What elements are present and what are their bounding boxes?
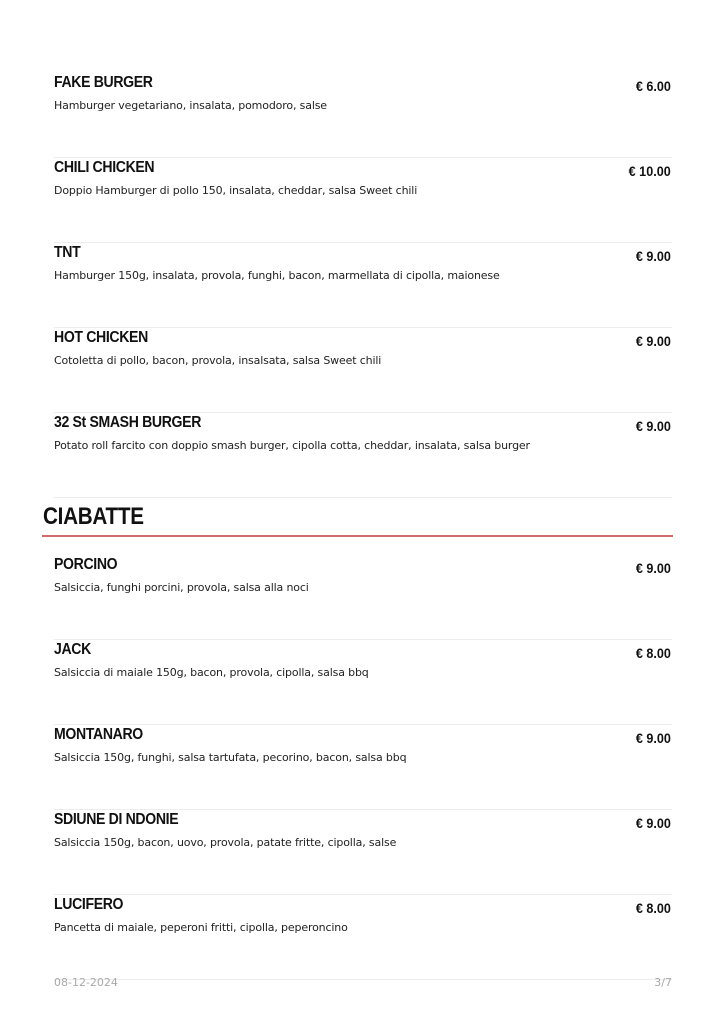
- item-price: € 6.00: [635, 78, 671, 94]
- menu-item: [54, 328, 672, 413]
- item-price: € 9.00: [635, 418, 671, 434]
- item-name: HOT CHICKEN: [54, 329, 148, 346]
- item-name: MONTANARO: [54, 726, 143, 743]
- menu-item: [54, 640, 672, 725]
- item-price: € 8.00: [635, 900, 671, 916]
- item-name: FAKE BURGER: [54, 74, 153, 91]
- menu-item: [54, 895, 672, 980]
- menu-item: [54, 158, 672, 243]
- item-description: Potato roll farcito con doppio smash burger, cipolla cotta, cheddar, insalata, salsa burger: [54, 439, 530, 452]
- menu-item: [54, 555, 672, 640]
- item-price: € 10.00: [628, 163, 671, 179]
- page-number: 3/7: [654, 976, 672, 989]
- item-name: SDIUNE DI NDONIE: [54, 811, 179, 828]
- item-name: CHILI CHICKEN: [54, 159, 155, 176]
- item-description: Salsiccia di maiale 150g, bacon, provola, cipolla, salsa bbq: [54, 666, 369, 679]
- menu-item: [54, 243, 672, 328]
- item-price: € 9.00: [635, 333, 671, 349]
- item-description: Pancetta di maiale, peperoni fritti, cipolla, peperoncino: [54, 921, 348, 934]
- item-price: € 9.00: [635, 248, 671, 264]
- section-title-ciabatte: CIABATTE: [43, 503, 144, 530]
- item-name: TNT: [54, 244, 81, 261]
- item-description: Salsiccia 150g, bacon, uovo, provola, patate fritte, cipolla, salse: [54, 836, 397, 849]
- item-price: € 9.00: [635, 730, 671, 746]
- item-description: Salsiccia 150g, funghi, salsa tartufata, pecorino, bacon, salsa bbq: [54, 751, 407, 764]
- item-name: PORCINO: [54, 556, 118, 573]
- item-price: € 8.00: [635, 645, 671, 661]
- item-description: Hamburger 150g, insalata, provola, funghi, bacon, marmellata di cipolla, maionese: [54, 269, 500, 282]
- item-price: € 9.00: [635, 560, 671, 576]
- menu-item: [54, 73, 672, 158]
- menu-item: [54, 810, 672, 895]
- footer-date: 08-12-2024: [54, 976, 118, 989]
- item-name: JACK: [54, 641, 91, 658]
- item-price: € 9.00: [635, 815, 671, 831]
- section-divider: [42, 535, 673, 537]
- item-description: Salsiccia, funghi porcini, provola, salsa alla noci: [54, 581, 309, 594]
- menu-item: [54, 725, 672, 810]
- item-description: Cotoletta di pollo, bacon, provola, insalsata, salsa Sweet chili: [54, 354, 382, 367]
- item-description: Doppio Hamburger di pollo 150, insalata, cheddar, salsa Sweet chili: [54, 184, 418, 197]
- item-description: Hamburger vegetariano, insalata, pomodoro, salse: [54, 99, 327, 112]
- item-name: 32 St SMASH BURGER: [54, 414, 202, 431]
- item-name: LUCIFERO: [54, 896, 124, 913]
- menu-item: [54, 413, 672, 498]
